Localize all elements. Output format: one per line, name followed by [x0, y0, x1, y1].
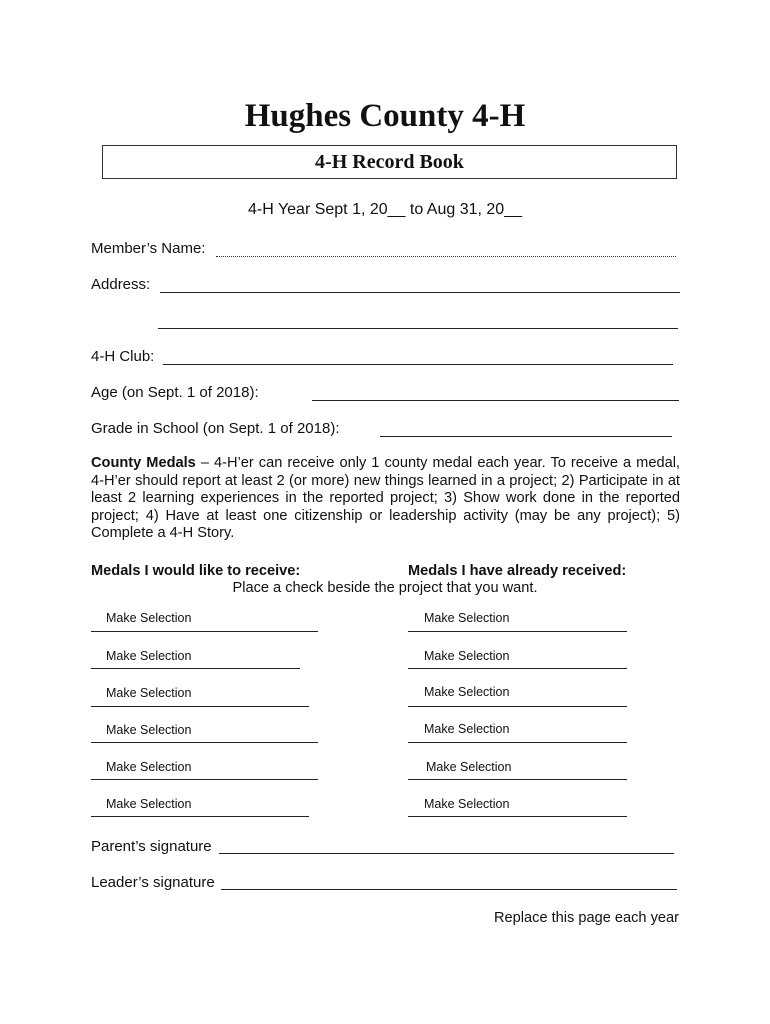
right-selection-3[interactable]: Make Selection — [424, 685, 510, 699]
county-medals-lead: County Medals — [91, 455, 196, 471]
left-selection-1-line — [91, 631, 318, 632]
age-label: Age (on Sept. 1 of 2018): — [91, 384, 259, 401]
address-label: Address: — [91, 276, 151, 293]
address-field-line1[interactable] — [160, 292, 680, 293]
left-selection-3[interactable]: Make Selection — [106, 686, 192, 700]
county-medals-paragraph — [91, 455, 680, 543]
right-selection-6[interactable]: Make Selection — [424, 797, 510, 811]
right-selection-5[interactable]: Make Selection — [426, 760, 512, 774]
left-selection-6[interactable]: Make Selection — [106, 797, 192, 811]
parent-signature-label: Parent’s signature — [91, 838, 212, 855]
left-selection-3-line — [91, 706, 309, 707]
left-selection-6-line — [91, 816, 309, 817]
grade-field[interactable] — [380, 436, 672, 437]
year-line: 4-H Year Sept 1, 20__ to Aug 31, 20__ — [248, 201, 522, 218]
medals-received-heading: Medals I have already received: — [408, 563, 627, 579]
grade-label: Grade in School (on Sept. 1 of 2018): — [91, 420, 340, 437]
right-selection-1[interactable]: Make Selection — [424, 611, 510, 625]
right-selection-6-line — [408, 816, 627, 817]
member-name-field[interactable] — [216, 256, 676, 257]
selection-instruction: Place a check beside the project that you want. — [232, 580, 538, 596]
member-name-label: Member’s Name: — [91, 240, 206, 257]
right-selection-4[interactable]: Make Selection — [424, 722, 510, 736]
address-field-line2[interactable] — [158, 328, 678, 329]
left-selection-4[interactable]: Make Selection — [106, 723, 192, 737]
right-selection-2[interactable]: Make Selection — [424, 649, 510, 663]
leader-signature-label: Leader’s signature — [91, 874, 215, 891]
replace-page-note: Replace this page each year — [494, 910, 679, 926]
club-label: 4-H Club: — [91, 348, 155, 365]
page-title: Hughes County 4-H — [244, 98, 526, 134]
county-medals-text: – 4-H’er can receive only 1 county medal each year. To receive a medal, 4-H’er should report at least 2 (or more) new things learned in a project; 2) Participate in at least 2 learning experiences in the reported project; 3) Show work done in the reported project; 4) Have at least one citizenship or leadership activity (may be any project); 5) Complete a 4-H Story. — [91, 455, 680, 542]
left-selection-1[interactable]: Make Selection — [106, 611, 192, 625]
club-field[interactable] — [163, 364, 673, 365]
record-book-subtitle: 4-H Record Book — [102, 145, 677, 179]
right-selection-3-line — [408, 706, 627, 707]
medals-to-receive-heading: Medals I would like to receive: — [91, 563, 301, 579]
right-selection-1-line — [408, 631, 627, 632]
right-selection-5-line — [408, 779, 627, 780]
age-field[interactable] — [312, 400, 679, 401]
leader-signature-field[interactable] — [221, 889, 677, 890]
left-selection-5-line — [91, 779, 318, 780]
left-selection-2-line — [91, 668, 300, 669]
left-selection-5[interactable]: Make Selection — [106, 760, 192, 774]
left-selection-2[interactable]: Make Selection — [106, 649, 192, 663]
right-selection-4-line — [408, 742, 627, 743]
left-selection-4-line — [91, 742, 318, 743]
parent-signature-field[interactable] — [219, 853, 674, 854]
right-selection-2-line — [408, 668, 627, 669]
